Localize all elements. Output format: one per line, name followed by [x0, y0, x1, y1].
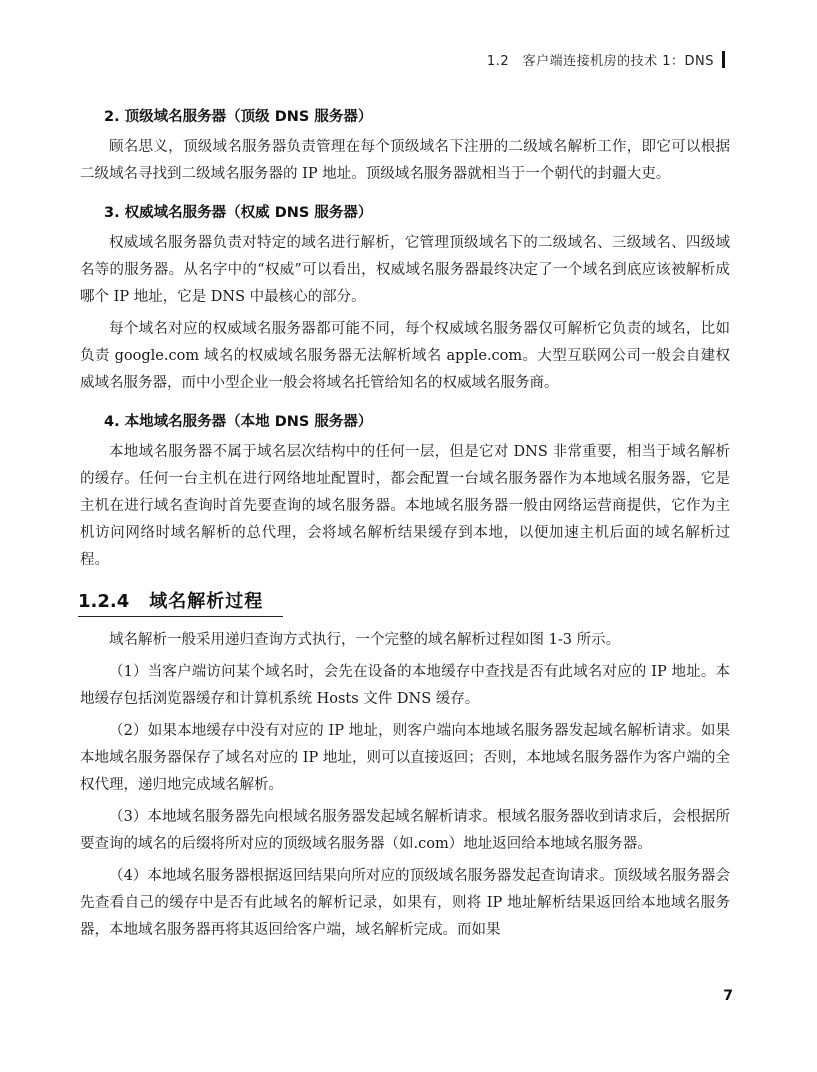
local-server-heading: 4. 本地域名服务器（本地 DNS 服务器）	[104, 414, 373, 430]
resolution-step-1: （1）当客户端访问某个域名时，会先在设备的本地缓存中查找是否有此域名对应的 IP 地址。本地缓存包括浏览器缓存和计算机系统 Hosts 文件 DNS 缓存。	[80, 664, 730, 707]
section-heading-1-2-4	[78, 587, 283, 617]
authoritative-server-paragraph-2: 每个域名对应的权威域名服务器都可能不同，每个权威域名服务器仅可解析它负责的域名，比如负责 google.com 域名的权威域名服务器无法解析域名 apple.com。大型互联网公司一般会自建权威域名服务器，而中小型企业一般会将域名托管给知名的权威域名服务商。	[80, 321, 730, 391]
running-header-title: 1.2 客户端连接机房的技术 1：DNS	[486, 54, 714, 69]
section-number: 1.2.4	[78, 591, 130, 612]
authoritative-server-paragraph-1: 权威域名服务器负责对特定的域名进行解析，它管理顶级域名下的二级域名、三级域名、四级域名等的服务器。从名字中的“权威”可以看出，权威域名服务器最终决定了一个域名到底应该被解析成哪个 IP 地址，它是 DNS 中最核心的部分。	[80, 235, 730, 305]
tld-server-paragraph: 顾名思义，顶级域名服务器负责管理在每个顶级域名下注册的二级域名解析工作，即它可以根据二级域名寻找到二级域名服务器的 IP 地址。顶级域名服务器就相当于一个朝代的封疆大吏。	[80, 139, 730, 182]
page-content	[80, 105, 730, 949]
tld-server-heading: 2. 顶级域名服务器（顶级 DNS 服务器）	[104, 109, 373, 125]
resolution-step-3: （3）本地域名服务器先向根域名服务器发起域名解析请求。根域名服务器收到请求后，会根据所要查询的域名的后缀将所对应的顶级域名服务器（如.com）地址返回给本地域名服务器。	[80, 809, 730, 852]
resolution-step-2: （2）如果本地缓存中没有对应的 IP 地址，则客户端向本地域名服务器发起域名解析请求。如果本地域名服务器保存了域名对应的 IP 地址，则可以直接返回；否则，本地域名服务器作为客户端的全权代理，递归地完成域名解析。	[80, 723, 730, 793]
resolution-intro-paragraph: 域名解析一般采用递归查询方式执行，一个完整的域名解析过程如图 1-3 所示。	[109, 632, 621, 648]
local-server-paragraph: 本地域名服务器不属于域名层次结构中的任何一层，但是它对 DNS 非常重要，相当于域名解析的缓存。任何一台主机在进行网络地址配置时，都会配置一台域名服务器作为本地域名服务器，它是主机在进行域名查询时首先要查询的域名服务器。本地域名服务器一般由网络运营商提供，它作为主机访问网络时域名解析的总代理，会将域名解析结果缓存到本地，以便加速主机后面的域名解析过程。	[80, 444, 730, 568]
header-marker-bar	[722, 51, 725, 68]
page-number: 7	[723, 988, 733, 1004]
running-header	[487, 50, 725, 69]
section-title: 域名解析过程	[149, 591, 264, 612]
authoritative-server-heading: 3. 权威域名服务器（权威 DNS 服务器）	[104, 205, 373, 221]
resolution-step-4: （4）本地域名服务器根据返回结果向所对应的顶级域名服务器发起查询请求。顶级域名服务器会先查看自己的缓存中是否有此域名的解析记录，如果有，则将 IP 地址解析结果返回给本地域名服务器，本地域名服务器再将其返回给客户端，域名解析完成。而如果	[80, 868, 730, 938]
